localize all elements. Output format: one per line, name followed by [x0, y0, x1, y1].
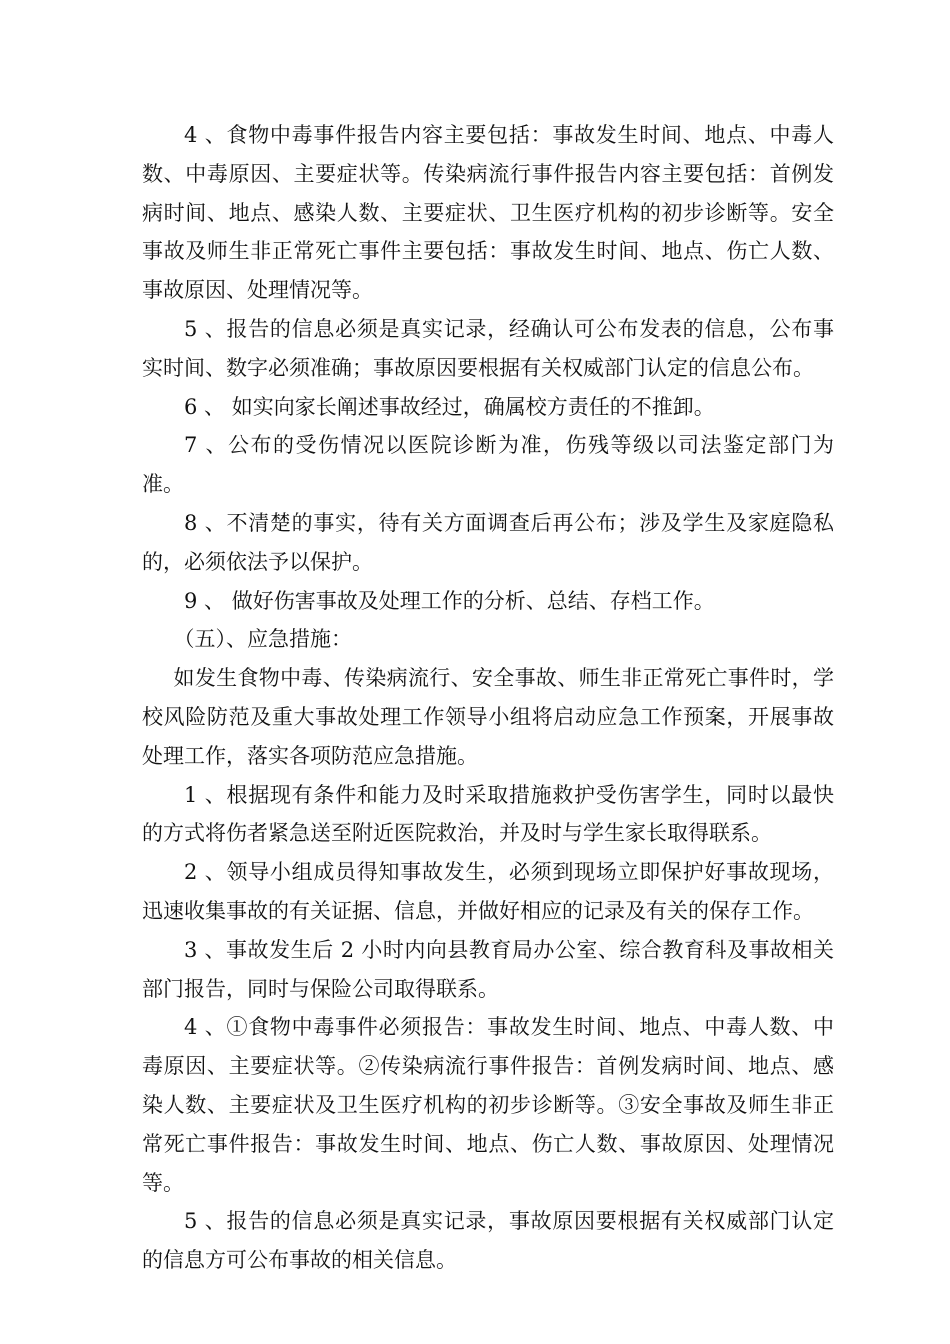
paragraph-inform-parents: 6 、 如实向家长阐述事故经过，确属校方责任的不推卸。 — [184, 394, 715, 419]
section-heading-emergency: （五）、应急措施： — [173, 627, 352, 652]
paragraph-report-verified: 5 、报告的信息必须是真实记录，事故原因要根据有关权威部门认定的信息方可公布事故的相关信息。 — [142, 1209, 834, 1273]
paragraph-injury-diagnosis: 7 、公布的受伤情况以医院诊断为准，伤残等级以司法鉴定部门为准。 — [142, 433, 834, 497]
paragraph-emergency-intro: 如发生食物中毒、传染病流行、安全事故、师生非正常死亡事件时，学校风险防范及重大事故处理工作领导小组将启动应急工作预案，开展事故处理工作，落实各项防范应急措施。 — [142, 666, 834, 768]
paragraph-protect-scene: 2 、领导小组成员得知事故发生，必须到现场立即保护好事故现场，迅速收集事故的有关证据、信息，并做好相应的记录及有关的保存工作。 — [142, 860, 834, 923]
document-body — [142, 116, 834, 1280]
paragraph-report-types: 4 、①食物中毒事件必须报告：事故发生时间、地点、中毒人数、中毒原因、主要症状等。②传染病流行事件报告：首例发病时间、地点、感染人数、主要症状及卫生医疗机构的初步诊断等。③安全事故及师生非正常死亡事件报告：事故发生时间、地点、伤亡人数、事故原因、处理情况等。 — [142, 1015, 834, 1195]
paragraph-unclear-facts: 8 、不清楚的事实，待有关方面调查后再公布；涉及学生及家庭隐私的，必须依法予以保护。 — [142, 510, 834, 574]
paragraph-rescue: 1 、根据现有条件和能力及时采取措施救护受伤害学生，同时以最快的方式将伤者紧急送至附近医院救治，并及时与学生家长取得联系。 — [142, 782, 834, 846]
paragraph-analysis-archive: 9 、 做好伤害事故及处理工作的分析、总结、存档工作。 — [184, 588, 715, 613]
paragraph-report-contents: 4 、食物中毒事件报告内容主要包括：事故发生时间、地点、中毒人数、中毒原因、主要症状等。传染病流行事件报告内容主要包括：首例发病时间、地点、感染人数、主要症状、卫生医疗机构的初步诊断等。安全事故及师生非正常死亡事件主要包括：事故发生时间、地点、伤亡人数、事故原因、处理情况等。 — [142, 123, 834, 303]
paragraph-report-truthful: 5 、报告的信息必须是真实记录，经确认可公布发表的信息，公布事实时间、数字必须准确；事故原因要根据有关权威部门认定的信息公布。 — [142, 316, 834, 380]
paragraph-report-bureau: 3 、事故发生后 2 小时内向县教育局办公室、综合教育科及事故相关部门报告，同时与保险公司取得联系。 — [142, 937, 834, 1001]
